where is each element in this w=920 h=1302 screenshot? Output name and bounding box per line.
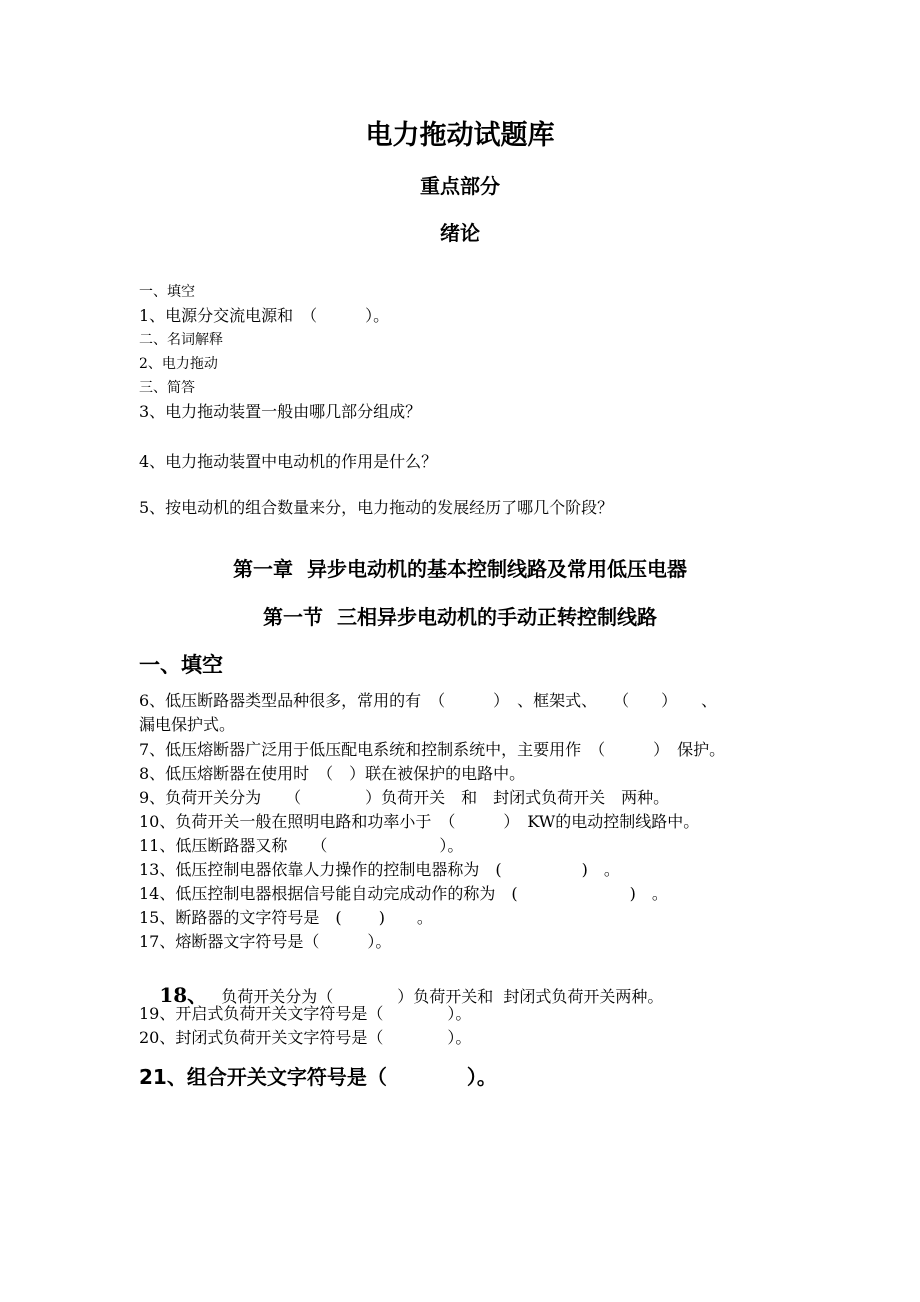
question-13: 13、低压控制电器依靠人力操作的控制电器称为 ( ) 。: [139, 860, 620, 879]
question-6: 6、低压断路器类型品种很多，常用的有 （ ） 、框架式、 （ ） 、: [139, 691, 718, 710]
chapter-heading: 第一章 异步电动机的基本控制线路及常用低压电器: [233, 557, 687, 581]
question-11: 11、低压断路器又称 （ ）。: [139, 836, 464, 855]
question-17: 17、熔断器文字符号是（ ）。: [139, 932, 392, 951]
intro-part-short-answer: 三、简答: [139, 380, 195, 396]
part-heading-fill-blank: 一、填空: [139, 653, 223, 677]
document-title: 电力拖动试题库: [365, 120, 555, 151]
intro-heading: 绪论: [440, 221, 480, 245]
question-21: 21、组合开关文字符号是（ ）。: [139, 1065, 497, 1089]
question-9: 9、负荷开关分为 （ ）负荷开关 和 封闭式负荷开关 两种。: [139, 788, 670, 807]
question-15: 15、断路器的文字符号是 ( ) 。: [139, 908, 433, 927]
question-6-continued: 漏电保护式。: [139, 715, 236, 734]
question-8: 8、低压熔断器在使用时 （ ）联在被保护的电路中。: [139, 764, 526, 783]
document-subtitle: 重点部分: [420, 174, 500, 198]
question-10: 10、负荷开关一般在照明电路和功率小于 （ ） KW的电动控制线路中。: [139, 812, 700, 831]
section-heading: 第一节 三相异步电动机的手动正转控制线路: [263, 605, 657, 629]
question-4: 4、电力拖动装置中电动机的作用是什么？: [139, 452, 438, 471]
question-14: 14、低压控制电器根据信号能自动完成动作的称为 ( ) 。: [139, 884, 668, 903]
intro-part-definitions: 二、名词解释: [139, 332, 223, 348]
question-5: 5、按电动机的组合数量来分，电力拖动的发展经历了哪几个阶段？: [139, 498, 614, 517]
intro-part-fill-blank: 一、填空: [139, 284, 195, 300]
question-19: 19、开启式负荷开关文字符号是（ ）。: [139, 1004, 472, 1023]
question-3: 3、电力拖动装置一般由哪几部分组成？: [139, 402, 422, 421]
question-18-text: 负荷开关分为（ ）负荷开关和 封闭式负荷开关两种。: [221, 987, 664, 1006]
question-7: 7、低压熔断器广泛用于低压配电系统和控制系统中，主要用作 （ ） 保护。: [139, 740, 726, 759]
question-2: 2、电力拖动: [139, 356, 218, 372]
question-1: 1、电源分交流电源和 （ ）。: [139, 306, 390, 325]
question-20: 20、封闭式负荷开关文字符号是（ ）。: [139, 1028, 472, 1047]
question-18-number: 18、: [159, 983, 208, 1007]
